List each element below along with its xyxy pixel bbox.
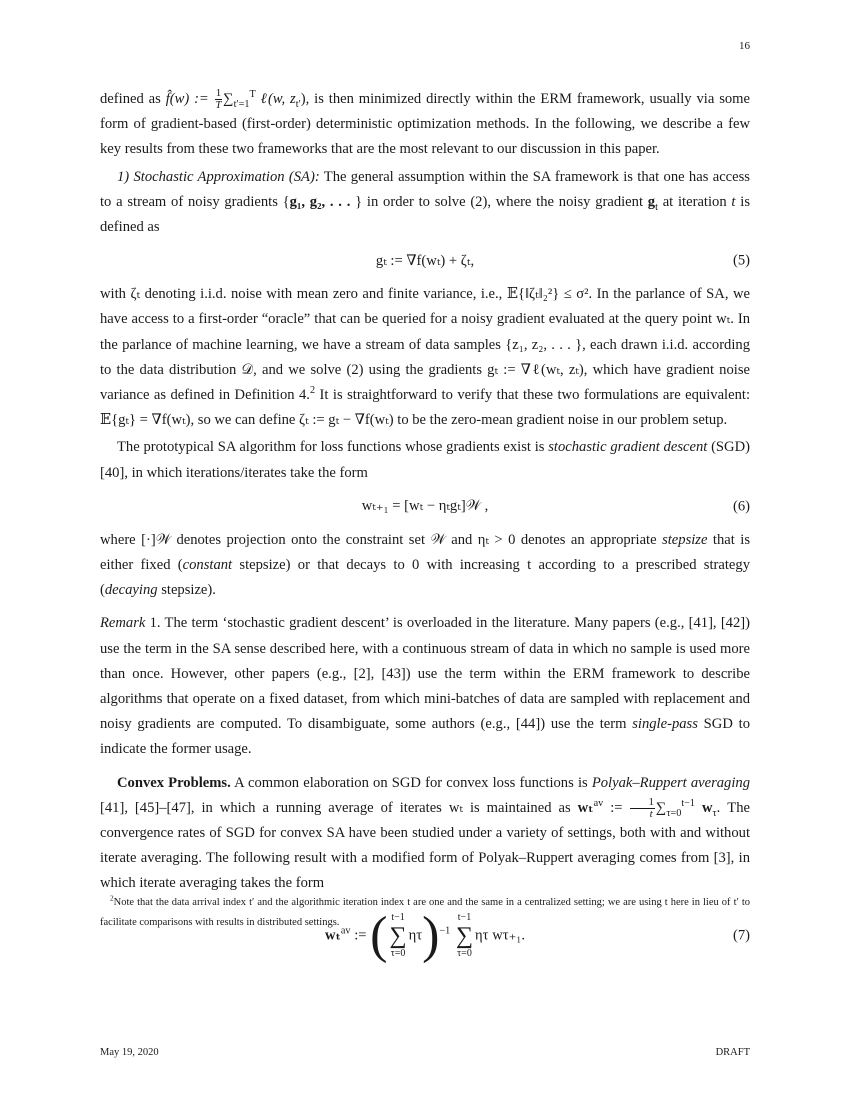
- equation-5: [100, 240, 750, 282]
- equation-7-body: wₜ$^{av}$ := ( t−1 ∑ τ=0 ητ)$^{-1}$ t−1 ∑ τ=0 ητ wτ₊₁.: [324, 906, 526, 964]
- footnote: [100, 893, 750, 933]
- remark-1: Remark 1. The term ‘stochastic gradient descent’ is overloaded in the literature. Many papers (e.g., [41], [42]) use the term in the SA sense described here, with a continuous stream of data in which no sample is used more than once. However, other papers (e.g., [2], [43]) use the term within the ERM framework to describe algorithms that operate on a fixed dataset, from which mini-batches of data are sampled with replacement and noisy gradients are computed. To disambiguate, some authors (e.g., [44]) use the term single-pass SGD to indicate the former usage.: [100, 615, 750, 758]
- page-number: 16: [739, 40, 750, 52]
- footnote-number: 2: [110, 893, 114, 903]
- equation-6-number: (6): [732, 498, 750, 515]
- sum-operator-1: t−1 ∑ τ=0: [389, 911, 407, 959]
- equation-5-body: gₜ := ∇f(wₜ) + ζₜ,: [375, 252, 475, 269]
- footnote-mark: 2: [309, 385, 316, 397]
- convex-heading: Convex Problems.: [117, 774, 231, 791]
- paragraph-stepsize: where [·]𝒲 denotes projection onto the constraint set 𝒲 and ηₜ > 0 denotes an appropriate stepsize that is either fixed (constant stepsize) or that decays to 0 with increasing t according to a prescribed strategy (decaying stepsize).: [100, 531, 751, 599]
- paragraph-erm-definition: defined as f̂(w) := $\frac{1}{T}$ $\sum_{t'=1}^T$ ℓ(w, $z_{t'}$), is then minimized directly within the ERM framework, usually via some form of gradient-based (first-order) deterministic optimization methods. In the following, we describe a few key results from these two frameworks that are the most relevant to our discussion in this paper.: [100, 87, 750, 158]
- equation-5-number: (5): [732, 252, 750, 269]
- fraction-1-over-T: $\frac{1}{T}$: [215, 87, 222, 112]
- sum-operator-2: t−1 ∑ τ=0: [455, 911, 474, 959]
- equation-6: [100, 486, 750, 528]
- paragraph-sa-assumption: 1) Stochastic Approximation (SA): The general assumption within the SA framework is that one has access to a stream of noisy gradients {g₁, g₂, . . . } in order to solve (2), where the noisy gradient $g_t$ at iteration t is defined as: [100, 168, 750, 236]
- equation-7-number: (7): [732, 927, 750, 944]
- fraction-1-over-t: $\frac{1}{t}$: [630, 797, 654, 820]
- footer-status: DRAFT: [715, 1047, 750, 1058]
- main-content: [100, 87, 750, 975]
- footnote-text: Note that the data arrival index t′ and the algorithmic iteration index t are one and the same in a centralized setting; we are using t here in lieu of t′ to facilitate comparisons with results in distributed settings.: [100, 897, 750, 928]
- sa-heading: 1) Stochastic Approximation (SA):: [117, 168, 320, 185]
- paragraph-sgd-intro: The prototypical SA algorithm for loss functions whose gradients exist is stochastic gradient descent (SGD) [40], in which iterations/iterates take the form: [100, 439, 750, 481]
- paragraph-noise-definition: with ζₜ denoting i.i.d. noise with mean zero and finite variance, i.e., 𝔼{‖ζₜ‖₂²} ≤ σ². In the parlance of SA, we have access to a first-order “oracle” that can be queried for a noisy gradient evaluated at the query point wₜ. In the parlance of machine learning, we have a stream of data samples {z₁, z₂, . . . }, each drawn i.i.d. according to the data distribution 𝒟, and we solve (2) using the gradients gₜ := ∇ℓ(wₜ, zₜ), which have gradient noise variance as defined in Definition 4.$^2$ It is straightforward to verify that these two formulations are equivalent: 𝔼{gₜ} = ∇f(wₜ), so we can define ζₜ := gₜ − ∇f(wₜ) to be the zero-mean gradient noise in our problem setup.: [100, 286, 750, 429]
- paragraph-convex-problems: Convex Problems. A common elaboration on SGD for convex loss functions is Polyak–Ruppert averaging [41], [45]–[47], in which a running average of iterates wₜ is maintained as wₜ$^{av}$ := $\frac{1}{t}$ $\sum_{\tau=0}^{t-1}$ $w_\tau$. The convergence rates of SGD for convex SA have been studied under a variety of settings, both with and without iterate averaging. The following result with a modified form of Polyak–Ruppert averaging comes from [3], in which iterate averaging takes the form: [100, 774, 751, 892]
- equation-6-body: wₜ₊₁ = [wₜ − ηₜgₜ]𝒲 ,: [361, 498, 489, 515]
- footer-date: May 19, 2020: [100, 1047, 159, 1058]
